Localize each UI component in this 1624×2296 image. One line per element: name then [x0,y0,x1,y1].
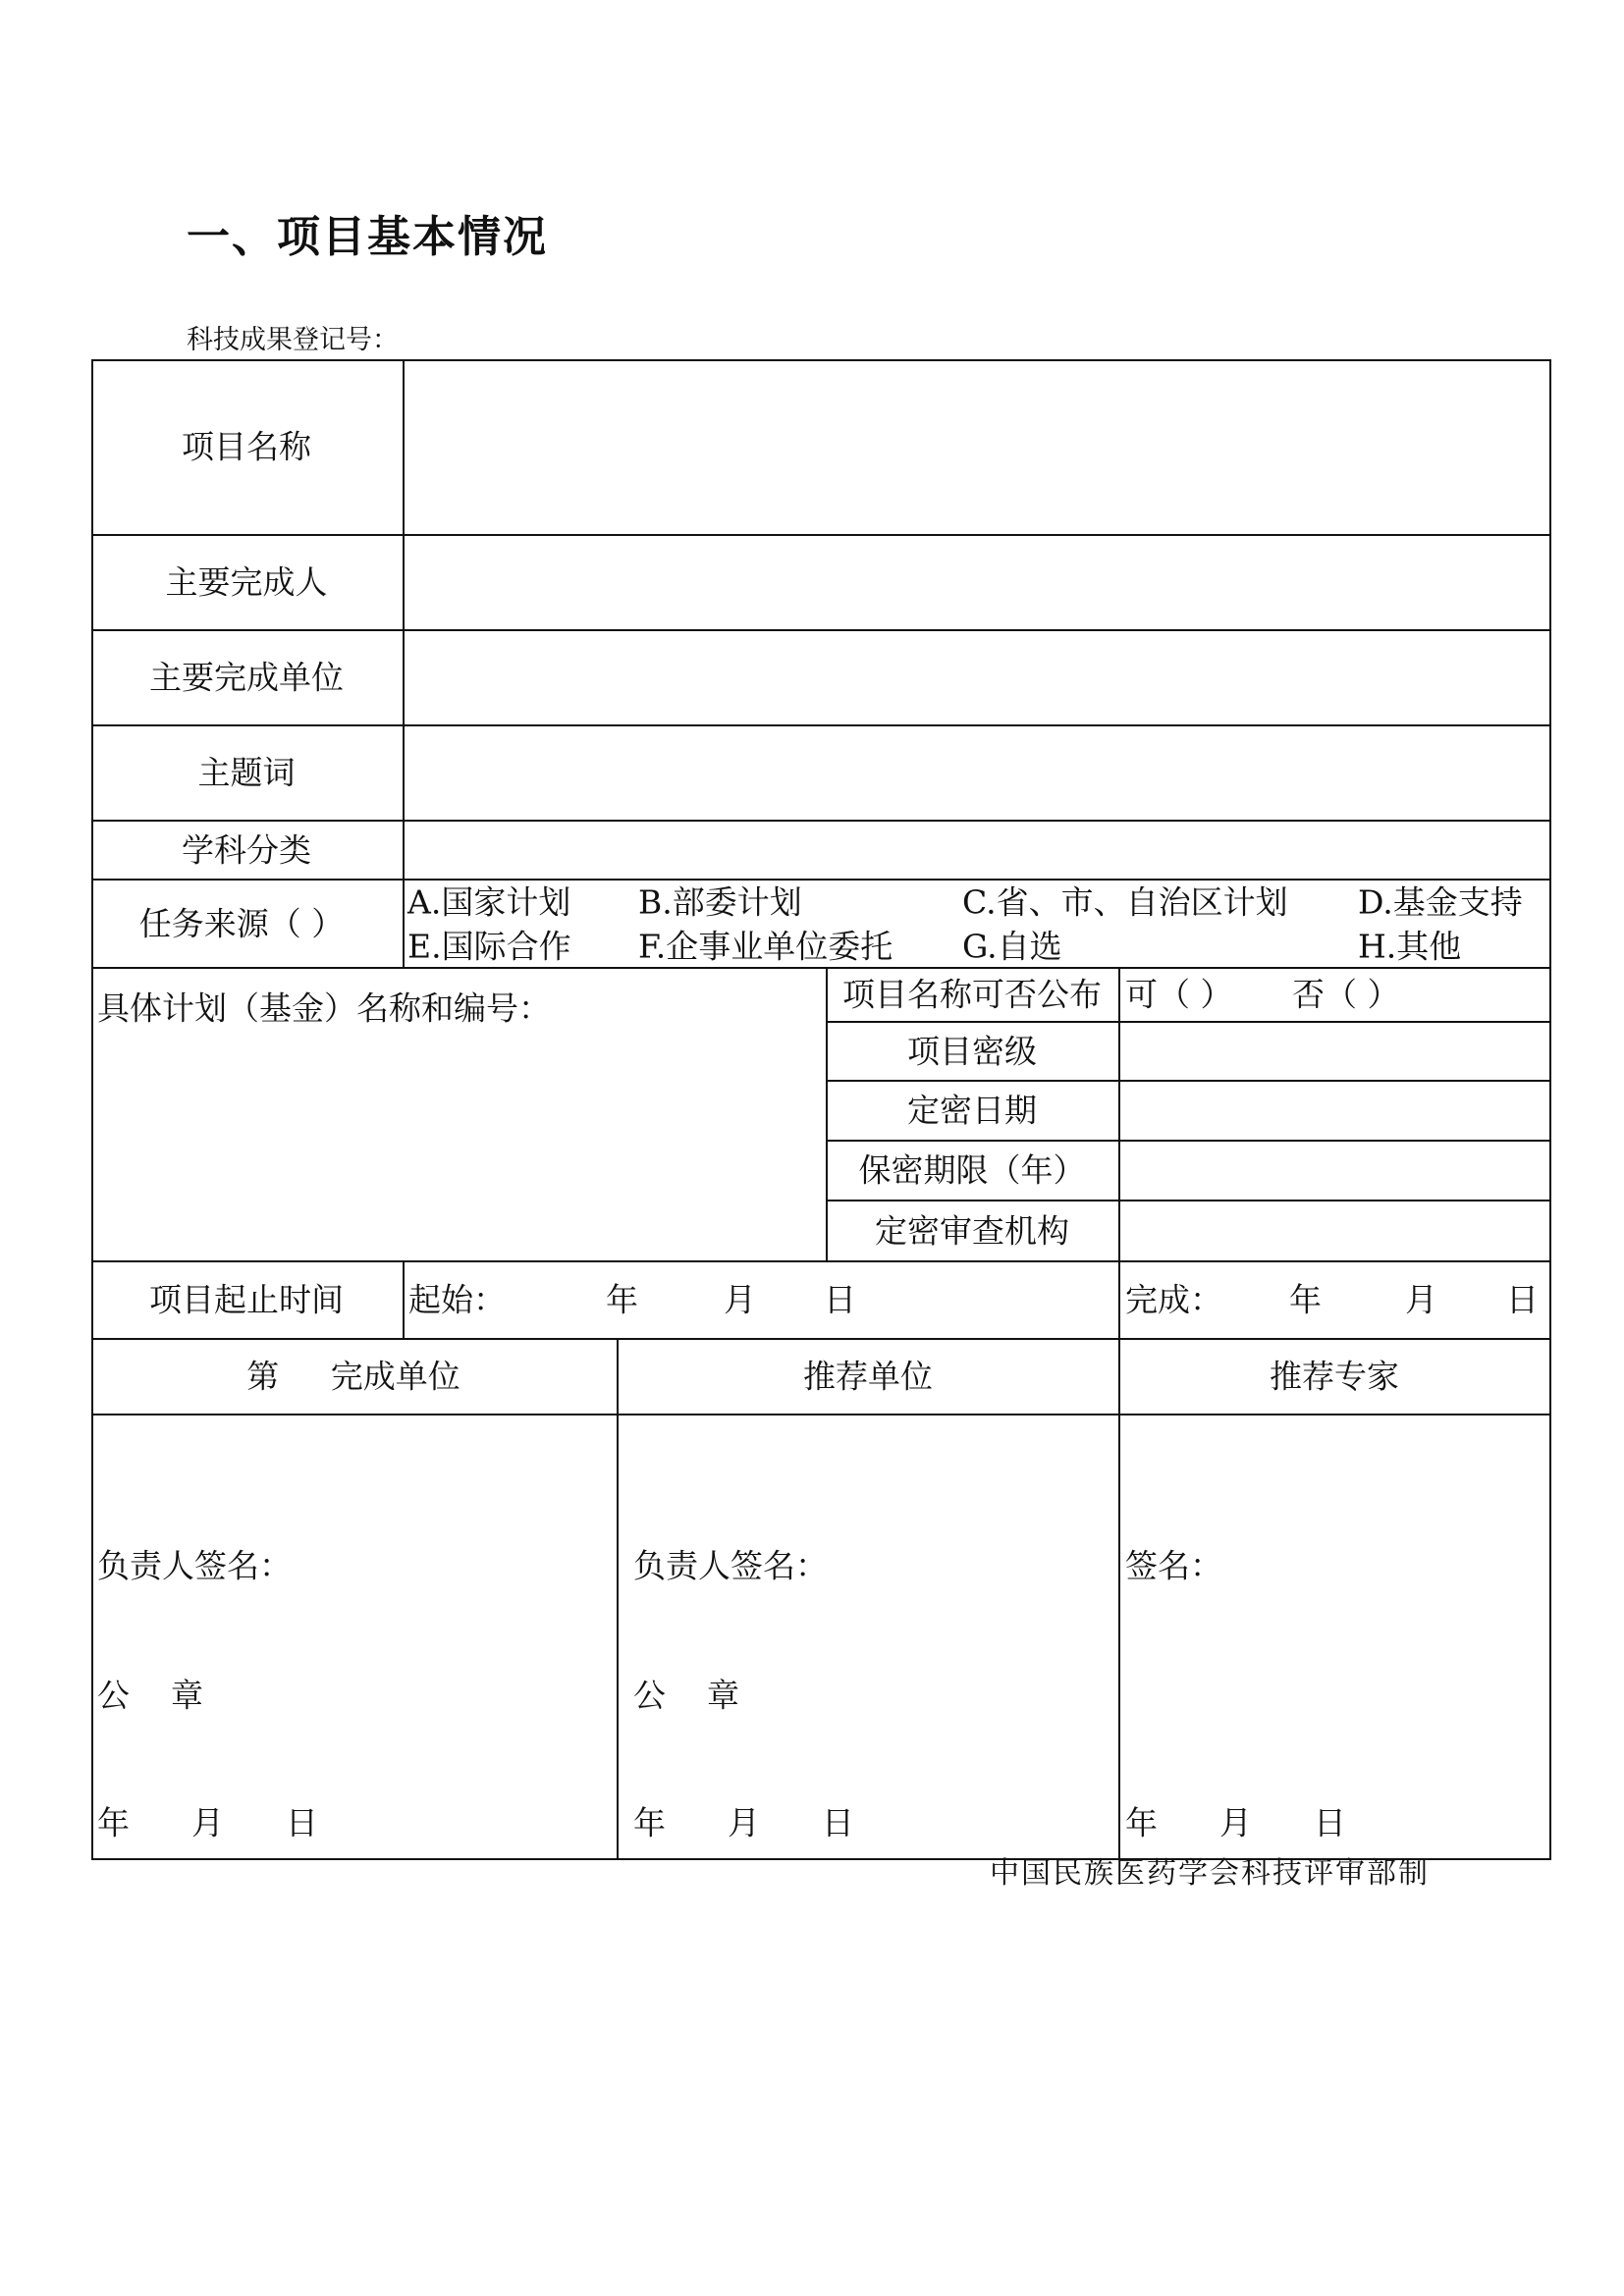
expert-date-line: 年 月 日 [1125,1803,1346,1842]
column-divider [1118,1338,1120,1860]
column-divider [403,359,405,969]
secret-level-label: 项目密级 [907,1032,1037,1071]
keywords-label: 主题词 [197,753,296,792]
end-month-label: 月 [1405,1280,1437,1319]
table-border-right [1549,359,1551,1860]
main-persons-label: 主要完成人 [165,562,328,602]
recommend-unit-header: 推荐单位 [803,1357,933,1396]
column-divider [826,967,828,1262]
row-divider [91,724,1551,726]
column-divider [617,1338,619,1860]
row-divider [91,820,1551,822]
public-no-option: 否（ ） [1292,975,1400,1014]
unit-seal-label: 公 章 [97,1676,203,1715]
recommend-expert-header: 推荐专家 [1270,1357,1399,1396]
start-year-label: 年 [606,1280,638,1319]
task-option-a: A.国家计划 [407,882,571,922]
page-title: 一、项目基本情况 [187,212,548,262]
recommend-seal-label: 公 章 [633,1676,739,1715]
row-divider [826,1140,1551,1142]
start-day-label: 日 [824,1280,856,1319]
start-date-label: 起始： [408,1280,506,1319]
public-yes-option: 可（ ） [1125,975,1233,1014]
task-option-d: D.基金支持 [1358,882,1523,922]
discipline-label: 学科分类 [182,830,311,870]
main-units-label: 主要完成单位 [149,658,344,697]
task-source-label: 任务来源（ ） [138,904,345,943]
task-option-c: C.省、市、自治区计划 [962,882,1288,922]
secret-agency-label: 定密审查机构 [875,1211,1069,1251]
table-border-left [91,359,93,1860]
task-option-f: F.企事业单位委托 [638,927,893,966]
secret-period-label: 保密期限（年） [858,1150,1086,1190]
secret-date-label: 定密日期 [907,1091,1037,1130]
row-divider [91,534,1551,536]
column-divider [403,1260,405,1340]
expert-signature-label: 签名： [1125,1546,1222,1585]
row-divider [91,967,1551,969]
row-divider [826,1200,1551,1201]
period-label: 项目起止时间 [149,1280,344,1319]
name-public-label: 项目名称可否公布 [842,975,1102,1014]
end-day-label: 日 [1506,1280,1539,1319]
recommend-date-line: 年 月 日 [633,1803,854,1842]
start-month-label: 月 [724,1280,756,1319]
row-divider [91,629,1551,631]
end-date-label: 完成： [1125,1280,1222,1319]
row-divider [91,1414,1551,1415]
registration-number-label: 科技成果登记号： [187,325,399,355]
unit-date-line: 年 月 日 [97,1803,318,1842]
row-divider [91,1260,1551,1262]
row-divider [91,1338,1551,1340]
unit-column-header: 第 完成单位 [246,1357,460,1396]
task-option-b: B.部委计划 [638,882,802,922]
unit-leader-signature-label: 负责人签名： [97,1546,292,1585]
plan-name-label: 具体计划（基金）名称和编号： [97,988,551,1028]
recommend-leader-signature-label: 负责人签名： [633,1546,828,1585]
task-option-e: E.国际合作 [407,927,571,966]
issuer-footer: 中国民族医药学会科技评审部制 [990,1856,1430,1891]
project-name-label: 项目名称 [182,427,311,466]
task-option-g: G.自选 [962,927,1062,966]
row-divider [826,1080,1551,1082]
table-border-top [91,359,1551,361]
row-divider [91,879,1551,881]
row-divider [826,1021,1551,1023]
column-divider [1118,967,1120,1340]
task-option-h: H.其他 [1358,927,1462,966]
end-year-label: 年 [1289,1280,1322,1319]
